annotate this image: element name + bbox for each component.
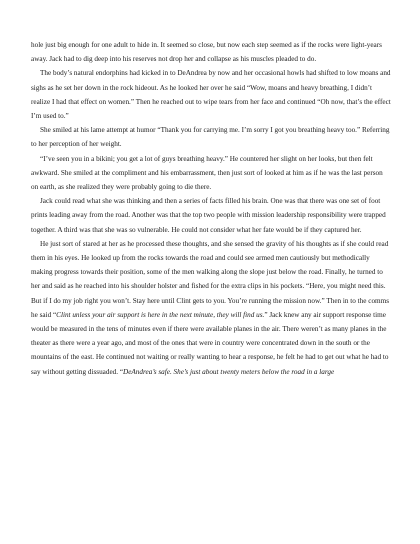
text-run: hole just big enough for one adult to hide in. It seemed so close, but now each step seemed as if the rocks were light-years away. Jack had to dig deep into his reserves not drop her and collapse as his muscles pleaded to do. <box>31 41 382 64</box>
body-text <box>31 38 391 379</box>
italic-run: Clint unless your air support is here in the next minute, they will find us. <box>56 310 265 319</box>
text-run: ” Jack knew any air support response time would be measured in the tens of minutes even if there were available planes in the air. There weren’t as many planes in the theater as there were a year ago, and most of the ones that were in country were concentrated down in the south or the mountains of the east. He continued not waiting or really wanting to hear a response, he felt he had to get out what he had to say without getting dissuaded. “ <box>31 310 389 376</box>
paragraph <box>31 152 391 195</box>
paragraph <box>31 237 391 379</box>
text-run: The body’s natural endorphins had kicked in to DeAndrea by now and her occasional howls had shifted to low moans and sighs as he set her down in the rock hideout. As he looked her over he said “Wow, moans and heavy breathing, I didn’t realize I had that effect on women.” Then he reached out to wipe tears from her face and continued “Oh now, that’s the effect I’m used to.” <box>31 69 391 121</box>
paragraph <box>31 66 391 123</box>
paragraph <box>31 38 391 66</box>
text-run: Jack could read what she was thinking and then a series of facts filled his brain. One was that there was one set of foot prints leading away from the road. Another was that the top two people with mission leadership responsibility were trapped together. A third was that she was so vulnerable. He could not consider what her fate would be if they captured her. <box>31 197 386 234</box>
paragraph <box>31 123 391 151</box>
text-run: He just sort of stared at her as he processed these thoughts, and she sensed the gravity of his thoughts as if she could read them in his eyes. He looked up from the rocks towards the road and could see armed men cautiously but methodically making progress towards their position, some of the men walking along the slope just below the road. Finally, he turned to her and said as he reached into his shoulder holster and fished for the extra clips in his pockets. “Here, you might need this. But if I do my job right you won’t. Stay here until Clint gets to you. You’re running the mission now.” Then in to the comms he said “ <box>31 239 390 319</box>
text-run: She smiled at his lame attempt at humor “Thank you for carrying me. I’m sorry I got you breathing heavy too.” Referring to her perception of her weight. <box>31 126 390 149</box>
paragraph <box>31 194 391 237</box>
italic-run: DeAndrea’s safe. She’s just about twenty meters below the road in a large <box>123 367 335 376</box>
text-run: “I’ve seen you in a bikini; you get a lot of guys breathing heavy.” He countered her slight on her looks, but then felt awkward. She smiled at the compliment and his embarrassment, then just sort of looked at him as if he was the last person on earth, as she realized they were probably going to die there. <box>31 154 383 192</box>
